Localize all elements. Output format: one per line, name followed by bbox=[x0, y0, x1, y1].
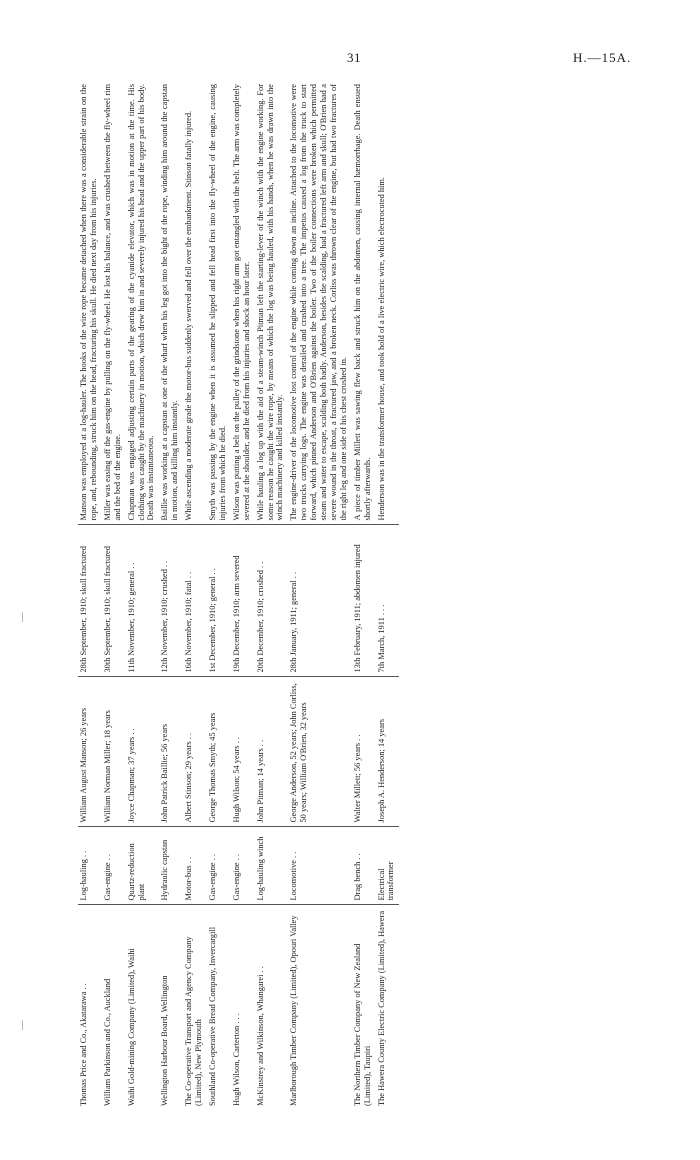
description-cell: While hauling a log up with the aid of a steam-winch Pitman left the starting-lever of the winch with the engine working. For some reason he caught the wire rope, by means of which the log was being hauled, with his hands, when he was drawn into the winch machinery and killed instantly. bbox=[255, 80, 289, 525]
table-row bbox=[231, 80, 255, 1110]
date-injury-cell: 30th September, 1910; skull fractured bbox=[102, 525, 126, 677]
firm-cell: Thomas Price and Co., Akatarawa . . bbox=[79, 983, 88, 1106]
description-cell: A piece of timber Millett was sawing flew back and struck him on the abdomen, causing internal hæmorrhage. Death ensued shortly afterwards. bbox=[352, 80, 376, 525]
description-cell: Smyth was passing by the engine when it is assumed he slipped and fell head first into the fly-wheel of the engine, causing injuries from which he died. bbox=[207, 80, 231, 525]
firm-cell: The Hawera County Electric Company (Limited), Hawera bbox=[376, 910, 386, 1106]
date-injury-cell: 7th March, 1911 . . . bbox=[376, 525, 400, 677]
table-row bbox=[78, 80, 102, 1110]
description-cell: Miller was easing off the gas-engine by pulling on the fly-wheel. He lost his balance, and was crushed between the fly-wheel rim and the bed of the engine. bbox=[102, 80, 126, 525]
date-injury-cell: 16th November, 1910; fatal . . bbox=[183, 525, 207, 677]
machinery-cell: Drag bench . . bbox=[352, 827, 376, 905]
accident-records-table bbox=[78, 80, 399, 1110]
firm-cell: The Co-operative Transport and Agency Company (Limited), New Plymouth bbox=[184, 936, 204, 1106]
firm-cell: The Northern Timber Company of New Zealand (Limited), Taupiri bbox=[352, 943, 372, 1106]
machinery-cell: Gas-engine . . bbox=[231, 827, 255, 905]
firm-cell: Wellington Harbour Board, Wellington bbox=[160, 975, 170, 1106]
date-injury-cell: 28th January, 1911; general . . bbox=[288, 525, 351, 677]
victim-name-age-cell: John Patrick Baillie; 56 years bbox=[159, 677, 183, 827]
accident-records-table-container bbox=[78, 80, 648, 1110]
machinery-cell: Quartz-reduction plant bbox=[126, 827, 160, 905]
date-injury-cell: 20th December, 1910; crushed . . bbox=[255, 525, 289, 677]
description-cell: The engine-driver of the locomotive lost control of the engine while coming down an incline. Attached to the locomotive were two trucks carrying logs. The engine was derailed and crashed into a tree. The impetus caused a log from the truck to start forward, which pinned Anderson and O'Brien against the boiler. Two of the boiler connections were broken which permitted steam and water to escape, scalding both badly. Anderson, besides the scalding, had a fractured left arm and skull; O'Brien had a severe wound in the throat, a fractured jaw, and a broken neck. Corliss was thrown clear of the engine, but had two fractures of the right leg and one side of his chest crushed in. bbox=[288, 80, 351, 525]
victim-name-age-cell: Joyce Chapman; 37 years . . bbox=[126, 677, 160, 827]
victim-name-age-cell: William Norman Miller; 18 years bbox=[102, 677, 126, 827]
left-margin-mark bbox=[22, 612, 23, 622]
date-injury-cell: 1st December, 1910; general . . bbox=[207, 525, 231, 677]
table-row bbox=[352, 80, 376, 1110]
description-cell: Manson was employed at a log-hauler. The hooks of the wire rope became detached when there was a considerable strain on the rope, and, rebounding, struck him on the head, fracturing his skull. He died next day from his injuries. bbox=[78, 80, 102, 525]
description-cell: Henderson was in the transformer house, and took hold of a live electric wire, which electrocuted him. bbox=[376, 80, 400, 525]
table-row bbox=[207, 80, 231, 1110]
left-margin-mark bbox=[22, 1020, 23, 1030]
victim-name-age-cell: Albert Stinson; 29 years . . bbox=[183, 677, 207, 827]
description-cell: Wilson was putting a belt on the pulley of the grindstone when his right arm got entangled with the belt. The arm was completely severed at the shoulder, and he died from his injuries and shock an hour later. bbox=[231, 80, 255, 525]
date-injury-cell: 13th February, 1911; abdomen injured bbox=[352, 525, 376, 677]
machinery-cell: Motor-bus . . bbox=[183, 827, 207, 905]
table-row bbox=[288, 80, 351, 1110]
table-row bbox=[102, 80, 126, 1110]
table-row bbox=[255, 80, 289, 1110]
table-row bbox=[376, 80, 400, 1110]
machinery-cell: Log-hauling winch bbox=[255, 827, 289, 905]
table-row bbox=[159, 80, 183, 1110]
table-body bbox=[78, 80, 399, 1110]
date-injury-cell: 19th December, 1910; arm severed bbox=[231, 525, 255, 677]
parliamentary-paper-reference: H.—15A. bbox=[573, 50, 632, 65]
victim-name-age-cell: Joseph A. Henderson; 14 years bbox=[376, 677, 400, 827]
firm-cell: Hugh Wilson, Carterton . . . bbox=[231, 1013, 241, 1106]
date-injury-cell: 12th November, 1910; crushed . . bbox=[159, 525, 183, 677]
machinery-cell: Gas-engine . . bbox=[102, 827, 126, 905]
victim-name-age-cell: Walter Millett; 56 years . . bbox=[352, 677, 376, 827]
date-injury-cell: 28th September, 1910; skull fractured bbox=[78, 525, 102, 677]
machinery-cell: Log-hauling . . bbox=[78, 827, 102, 905]
table-row bbox=[126, 80, 160, 1110]
firm-cell: William Parkinson and Co., Auckland bbox=[102, 978, 112, 1106]
victim-name-age-cell: George Anderson, 52 years; John Corliss, 50 years; William O'Brien, 32 years bbox=[288, 677, 351, 827]
machinery-cell: Locomotive . . bbox=[288, 827, 351, 905]
firm-cell: Southland Co-operative Bread Company, Invercargill bbox=[207, 926, 217, 1106]
victim-name-age-cell: William August Manson; 26 years bbox=[78, 677, 102, 827]
table-row bbox=[183, 80, 207, 1110]
description-cell: While ascending a moderate grade the motor-bus suddenly swerved and fell over the embankment. Stinson fatally injured. bbox=[183, 80, 207, 525]
description-cell: Chapman was engaged adjusting certain parts of the gearing of the cyanide elevator, which was in motion at the time. His clothing was caught by the machinery in motion, which drew him in and severely injured his head and the upper part of his body. Death was instantaneous. bbox=[126, 80, 160, 525]
firm-cell: Waihi Gold-mining Company (Limited), Waihi bbox=[126, 948, 136, 1106]
machinery-cell: Hydraulic capstan bbox=[159, 827, 183, 905]
victim-name-age-cell: George Thomas Smyth; 45 years bbox=[207, 677, 231, 827]
description-cell: Baillie was working at a capstan at one of the wharf when his leg got into the bight of the rope, winding him around the capstan in motion, and killing him instantly. bbox=[159, 80, 183, 525]
page-number: 31 bbox=[347, 50, 361, 65]
machinery-cell: Electrical transformer bbox=[376, 827, 400, 905]
date-injury-cell: 11th November, 1910; general . . bbox=[126, 525, 160, 677]
victim-name-age-cell: Hugh Wilson; 54 years . . bbox=[231, 677, 255, 827]
victim-name-age-cell: John Pitman; 14 years . . bbox=[255, 677, 289, 827]
machinery-cell: Gas-engine . . bbox=[207, 827, 231, 905]
firm-cell: Marlborough Timber Company (Limited), Opouri Valley bbox=[289, 915, 299, 1106]
firm-cell: McKinstrey and Wilkinson, Whangarei . . bbox=[255, 966, 265, 1106]
